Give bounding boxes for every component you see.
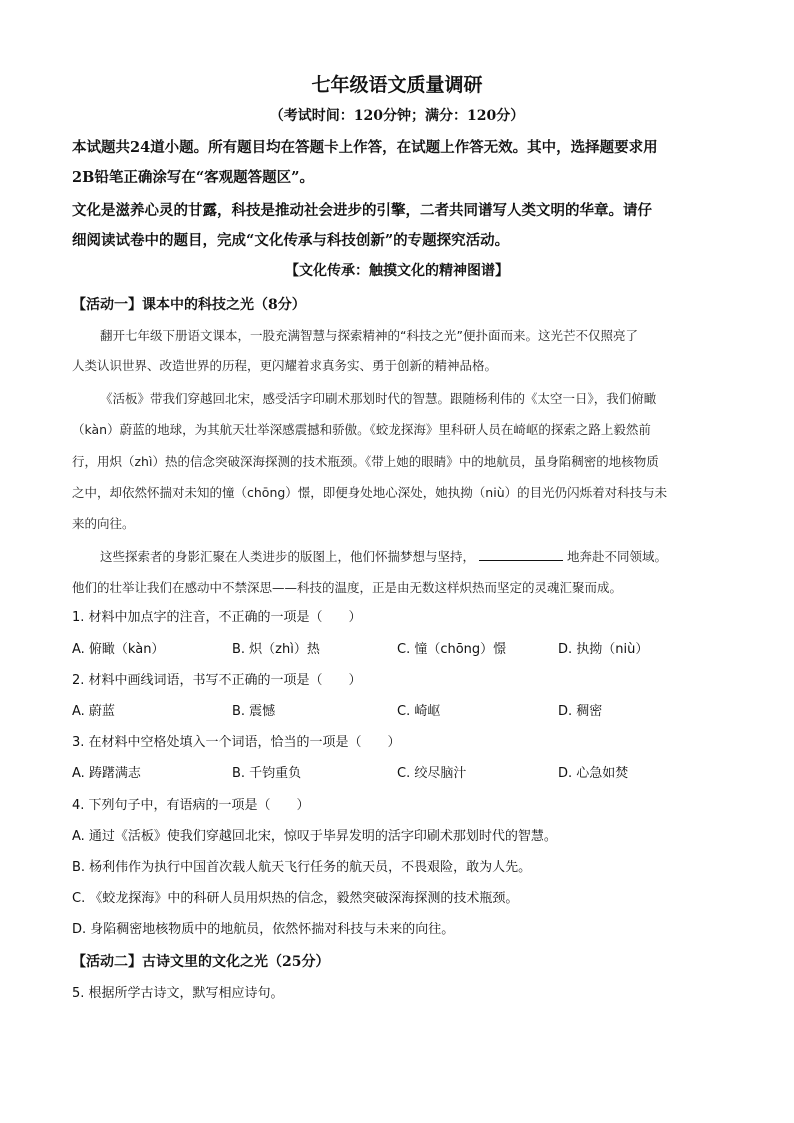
question-1-stem: 1. 材料中加点字的注音，不正确的一项是（ ） (72, 610, 362, 625)
question-5-stem: 5. 根据所学古诗文，默写相应诗句。 (72, 986, 284, 1001)
passage-line: （kàn）蔚蓝的地球，为其航天壮举深感震撼和骄傲。《蛟龙探海》里科研人员在崎岖的探索之路上毅然前 (72, 422, 651, 437)
question-2-option-d: D. 稠密 (558, 704, 603, 719)
question-2-stem: 2. 材料中画线词语，书写不正确的一项是（ ） (72, 673, 362, 688)
question-2-option-b: B. 震憾 (232, 704, 276, 719)
passage-text: 地奔赴不同领域。 (567, 549, 668, 564)
intro-line-1: 文化是滋养心灵的甘露，科技是推动社会进步的引擎，二者共同谱写人类文明的华章。请仔 (72, 202, 652, 219)
passage-text: 这些探索者的身影汇聚在人类进步的版图上，他们怀揣梦想与坚持， (100, 549, 476, 564)
instruction-line-2: 2B铅笔正确涂写在“客观题答题区”。 (72, 169, 315, 186)
question-3-option-a: A. 踌躇满志 (72, 766, 141, 781)
question-2-option-c: C. 崎岖 (397, 704, 441, 719)
passage-line: 《活板》带我们穿越回北宋，感受活字印刷术那划时代的智慧。跟随杨利伟的《太空一日》，我们俯瞰 (100, 391, 657, 406)
passage-line: 翻开七年级下册语文课本，一股充满智慧与探索精神的“科技之光”便扑面而来。这光芒不仅照亮了 (100, 328, 638, 343)
exam-info: （考试时间：120分钟；满分：120分） (269, 108, 525, 124)
question-1-option-d: D. 执拗（niù） (558, 642, 649, 657)
question-4-option-b: B. 杨利伟作为执行中国首次载人航天飞行任务的航天员，不畏艰险，敢为人先。 (72, 860, 532, 875)
question-3-option-c: C. 绞尽脑汁 (397, 766, 467, 781)
question-1-option-c: C. 憧（chōng）憬 (397, 642, 507, 657)
section-heading: 【文化传承：触摸文化的精神图谱】 (285, 263, 509, 279)
question-3-option-b: B. 千钧重负 (232, 766, 302, 781)
passage-line: 来的向往。 (72, 516, 135, 531)
intro-line-2: 细阅读试卷中的题目，完成“文化传承与科技创新”的专题探究活动。 (72, 232, 510, 249)
question-4-option-a: A. 通过《活板》使我们穿越回北宋，惊叹于毕昇发明的活字印刷术那划时代的智慧。 (72, 829, 557, 844)
passage-line-with-blank (100, 547, 667, 567)
passage-line: 之中，却依然怀揣对未知的憧（chōng）憬，即便身处地心深处，她执拗（niù）的目光仍闪烁着对科技与未 (72, 485, 668, 500)
activity-1-heading: 【活动一】课本中的科技之光（8分） (72, 297, 306, 313)
question-2-option-a: A. 蔚蓝 (72, 704, 115, 719)
question-4-option-d: D. 身陷稠密地核物质中的地航员，依然怀揣对科技与未来的向往。 (72, 922, 455, 937)
page-title: 七年级语文质量调研 (311, 74, 483, 96)
passage-line: 行，用炽（zhì）热的信念突破深海探测的技术瓶颈。《带上她的眼睛》中的地航员，虽身陷稠密的地核物质 (72, 454, 659, 469)
question-1-option-a: A. 俯瞰（kàn） (72, 642, 165, 657)
activity-2-heading: 【活动二】古诗文里的文化之光（25分） (72, 954, 330, 970)
question-1-option-b: B. 炽（zhì）热 (232, 642, 320, 657)
instruction-line-1: 本试题共24道小题。所有题目均在答题卡上作答，在试题上作答无效。其中，选择题要求用 (72, 139, 658, 156)
passage-line: 他们的壮举让我们在感动中不禁深思——科技的温度，正是由无数这样炽热而坚定的灵魂汇聚而成。 (72, 580, 623, 595)
fill-in-blank (479, 547, 563, 561)
question-3-option-d: D. 心急如焚 (558, 766, 629, 781)
passage-line: 人类认识世界、改造世界的历程，更闪耀着求真务实、勇于创新的精神品格。 (72, 358, 498, 373)
question-3-stem: 3. 在材料中空格处填入一个词语，恰当的一项是（ ） (72, 735, 401, 750)
question-4-option-c: C. 《蛟龙探海》中的科研人员用炽热的信念，毅然突破深海探测的技术瓶颈。 (72, 891, 519, 906)
question-4-stem: 4. 下列句子中，有语病的一项是（ ） (72, 798, 310, 813)
